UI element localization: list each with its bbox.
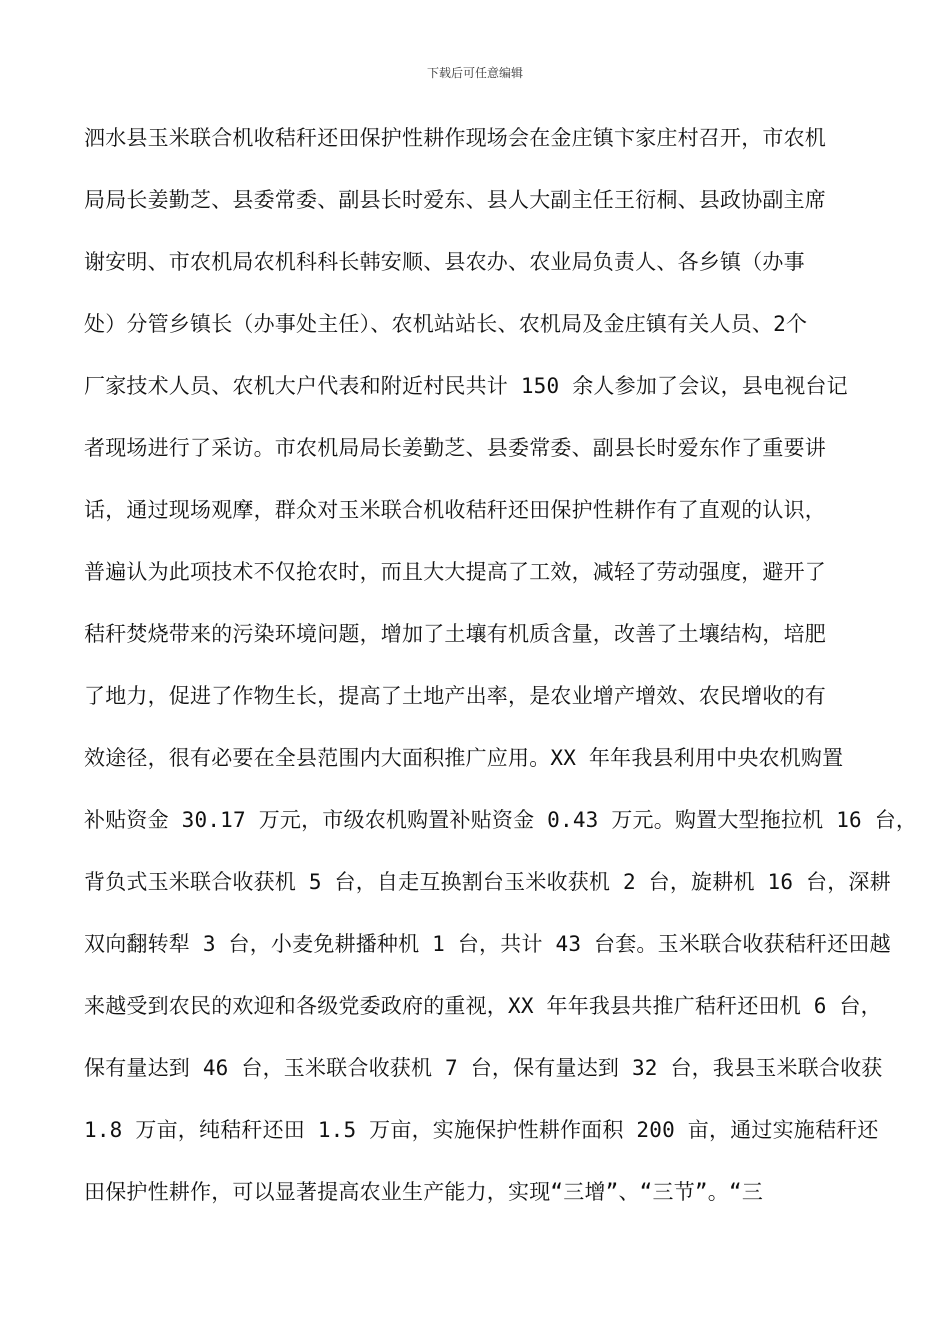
text-line: 保有量达到 46 台，玉米联合收获机 7 台，保有量达到 32 台，我县玉米联合收获 xyxy=(84,1056,883,1080)
body-paragraph xyxy=(84,116,918,1232)
text-line: 话，通过现场观摩，群众对玉米联合机收秸秆还田保护性耕作有了直观的认识， xyxy=(84,498,826,522)
text-line: 谢安明、市农机局农机科科长韩安顺、县农办、农业局负责人、各乡镇（办事 xyxy=(84,250,805,274)
text-line: 背负式玉米联合收获机 5 台，自走互换割台玉米收获机 2 台，旋耕机 16 台，深耕 xyxy=(84,870,891,894)
text-line: 了地力，促进了作物生长，提高了土地产出率，是农业增产增效、农民增收的有 xyxy=(84,684,826,708)
text-line: 双向翻转犁 3 台，小麦免耕播种机 1 台，共计 43 台套。玉米联合收获秸秆还田越 xyxy=(84,932,891,956)
text-line: 处）分管乡镇长（办事处主任）、农机站站长、农机局及金庄镇有关人员、2个 xyxy=(84,312,808,336)
text-line: 1.8 万亩，纯秸秆还田 1.5 万亩，实施保护性耕作面积 200 亩，通过实施秸秆还 xyxy=(84,1118,879,1142)
text-line: 补贴资金 30.17 万元，市级农机购置补贴资金 0.43 万元。购置大型拖拉机 16 台， xyxy=(84,808,918,832)
text-line: 来越受到农民的欢迎和各级党委政府的重视，XX 年年我县共推广秸秆还田机 6 台， xyxy=(84,994,882,1018)
text-line: 厂家技术人员、农机大户代表和附近村民共计 150 余人参加了会议，县电视台记 xyxy=(84,374,848,398)
text-line: 普遍认为此项技术不仅抢农时，而且大大提高了工效，减轻了劳动强度，避开了 xyxy=(84,560,826,584)
text-line: 效途径，很有必要在全县范围内大面积推广应用。XX 年年我县利用中央农机购置 xyxy=(84,746,844,770)
page-header: 下载后可任意编辑 xyxy=(426,66,523,80)
text-line: 者现场进行了采访。市农机局局长姜勤芝、县委常委、副县长时爱东作了重要讲 xyxy=(84,436,826,460)
text-line: 泗水县玉米联合机收秸秆还田保护性耕作现场会在金庄镇卞家庄村召开，市农机 xyxy=(84,126,826,150)
text-line: 田保护性耕作，可以显著提高农业生产能力，实现“三增”、“三节”。“三 xyxy=(84,1180,764,1204)
text-line: 秸秆焚烧带来的污染环境问题，增加了土壤有机质含量，改善了土壤结构，培肥 xyxy=(84,622,826,646)
text-line: 局局长姜勤芝、县委常委、副县长时爱东、县人大副主任王衍桐、县政协副主席 xyxy=(84,188,826,212)
